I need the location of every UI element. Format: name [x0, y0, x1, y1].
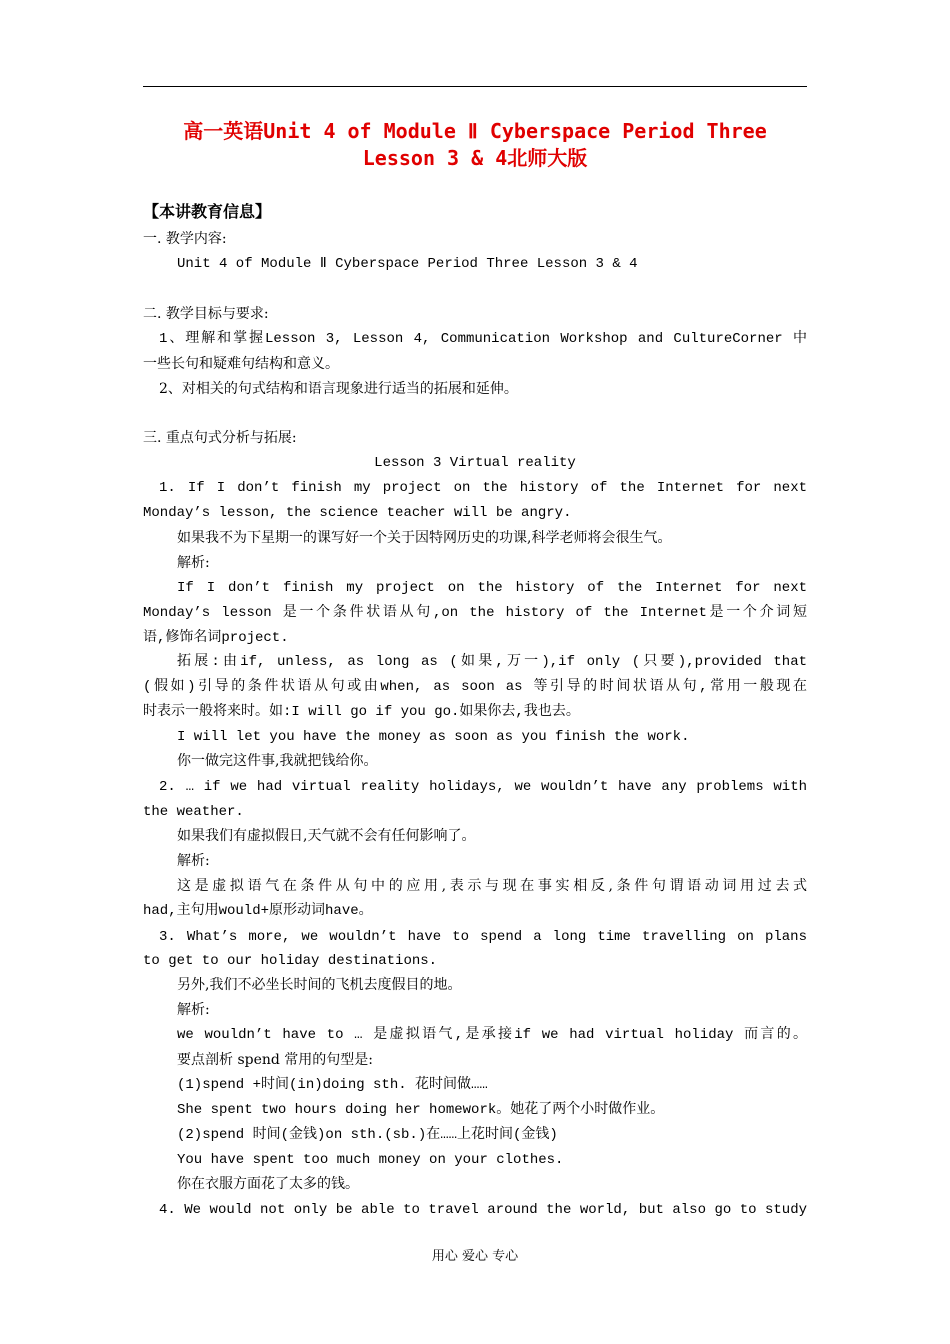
example-translation: 你一做完这件事,我就把钱给你。	[177, 753, 378, 769]
goal-1-continued: 一些长句和疑难句结构和意义。	[143, 356, 339, 372]
sentence-1-translation: 如果我不为下星期一的课写好一个关于因特网历史的功课,科学老师将会很生气。	[177, 530, 672, 546]
analysis-2-text: 这是虚拟语气在条件从句中的应用,表示与现在事实相反,条件句谓语动词用过去式	[177, 878, 807, 894]
analysis-1-continued: Monday’s lesson 是一个条件状语从句,on the history of the Internet是一个介词短	[143, 605, 807, 621]
sentence-1: 1. If I don’t finish my project on the history of the Internet for next	[159, 480, 807, 496]
section-title-goals: 二. 教学目标与要求:	[143, 306, 269, 322]
pattern-2: (2)spend 时间(金钱)on sth.(sb.)在……上花时间(金钱)	[177, 1127, 558, 1143]
pattern-2-example: You have spent too much money on your clothes.	[177, 1152, 564, 1168]
goal-1-text: 1、理解和掌握Lesson 3, Lesson 4, Communication Workshop and CultureCorner 中	[159, 331, 807, 347]
analysis-1-end: 语,修饰名词project.	[143, 630, 289, 646]
document-title-line-2: Lesson 3 & 4北师大版	[362, 146, 588, 170]
analysis-2-continued: had,主句用would+原形动词have。	[143, 903, 373, 919]
analysis-1-text: If I don’t finish my project on the history of the Internet for next	[177, 580, 807, 596]
sentence-3-continued: to get to our holiday destinations.	[143, 953, 438, 969]
page-footer: 用心 爱心 专心	[431, 1249, 519, 1264]
extension-text: 拓展:由if, unless, as long as (如果,万一),if only (只要),provided that	[177, 654, 807, 670]
example-sentence: I will let you have the money as soon as you finish the work.	[177, 729, 690, 745]
section-title-content: 一. 教学内容:	[143, 231, 227, 247]
extension-example: 时表示一般将来时。如:I will go if you go.如果你去,我也去。	[143, 704, 580, 720]
sentence-4: 4. We would not only be able to travel around the world, but also go to study	[159, 1202, 807, 1218]
analysis-label: 解析:	[177, 555, 210, 571]
pattern-1: (1)spend +时间(in)doing sth. 花时间做……	[177, 1077, 488, 1093]
sentence-1-continued: Monday’s lesson, the science teacher will be angry.	[143, 505, 572, 521]
section-heading: 【本讲教育信息】	[143, 202, 272, 221]
section-title-analysis: 三. 重点句式分析与拓展:	[143, 430, 297, 446]
pattern-2-translation: 你在衣服方面花了太多的钱。	[177, 1176, 359, 1192]
goal-2-text: 2、对相关的句式结构和语言现象进行适当的拓展和延伸。	[159, 381, 518, 397]
sentence-2-continued: the weather.	[143, 804, 244, 820]
sentence-3-translation: 另外,我们不必坐长时间的飞机去度假目的地。	[177, 977, 462, 993]
sentence-2: 2. … if we had virtual reality holidays, we wouldn’t have any problems with	[159, 779, 807, 795]
sentence-2-translation: 如果我们有虚拟假日,天气就不会有任何影响了。	[177, 828, 476, 844]
content-text: Unit 4 of Module Ⅱ Cyberspace Period Three Lesson 3 & 4	[177, 256, 638, 272]
document-title-line-1: 高一英语Unit 4 of Module Ⅱ Cyberspace Period Three	[183, 119, 767, 143]
analysis-label: 解析:	[177, 1002, 210, 1018]
analysis-label: 解析:	[177, 853, 210, 869]
analysis-3-text: we wouldn’t have to … 是虚拟语气,是承接if we had virtual holiday 而言的。	[177, 1027, 807, 1043]
header-rule	[143, 86, 807, 87]
sentence-3: 3. What’s more, we wouldn’t have to spend a long time travelling on plans	[159, 929, 807, 945]
key-point-heading: 要点剖析 spend 常用的句型是:	[177, 1052, 374, 1068]
lesson-heading: Lesson 3 Virtual reality	[374, 455, 576, 471]
extension-continued: (假如)引导的条件状语从句或由when, as soon as 等引导的时间状语从句,常用一般现在	[143, 679, 807, 695]
pattern-1-example: She spent two hours doing her homework。她花了两个小时做作业。	[177, 1102, 665, 1118]
